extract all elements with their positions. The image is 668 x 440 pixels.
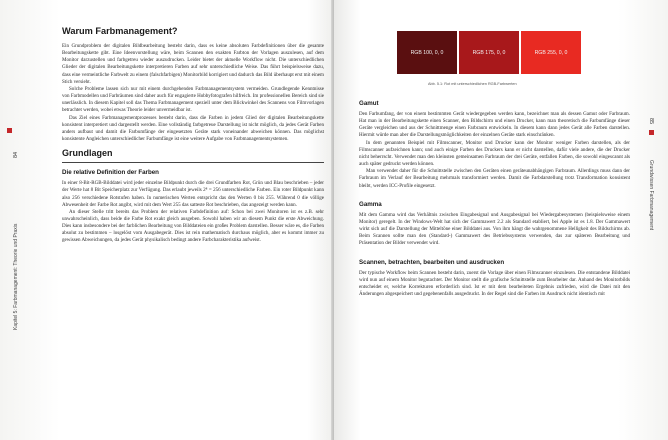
- paragraph: Man verwendet daher für die Schnittstelle zwischen den Geräten einen geräteunabhängigen Farbraum. Allerdings muss dann der Farbraum im Verlauf der Bearbeitung mehrmals transformiert werden. Damit die Farbdarstellung trotz Transformation konsistent bleibt, werden ICC-Profile eingesetzt.: [359, 168, 630, 189]
- right-column: [359, 100, 630, 298]
- subsection-title: Scannen, betrachten, bearbeiten und ausdrucken: [359, 258, 505, 266]
- paragraph: In einer 8-Bit-RGB-Bilddatei wird jeder einzelne Bildpunkt durch die drei Grundfarben Rot, Grün und Blau beschrieben – jeder der Werte hat 8 Bit Speicherplatz zur Verfügung. Das erlaubt jeweils 2⁸ = 256 unterschiedliche Farben. Ein roter Bildpunkt kann also 256 verschiedene Rotstufen haben. In numerischen Werten entspricht das den Werten 0 bis 255. Während 0 die völlige Abwesenheit der Farbe Rot angibt, wird mit dem Wert 255 das satteste Rot beschrieben, das angezeigt werden kann.: [62, 180, 324, 208]
- section-title: Grundlagen: [62, 148, 113, 159]
- chapter-marker: [7, 128, 12, 133]
- running-head: Grundwissen Farbmanagement: [648, 160, 654, 231]
- subsection-title: Gamma: [359, 200, 382, 208]
- subsection-title: Gamut: [359, 100, 379, 107]
- left-column: [62, 26, 324, 245]
- page-number: 85: [648, 118, 654, 125]
- swatch-rgb-175: RGB 175, 0, 0: [459, 31, 519, 74]
- paragraph: An dieser Stelle tritt bereits das Problem der relativen Farbdefinition auf: Schon bei zwei Monitoren ist es z.B. sehr unwahrscheinlich, dass beide die Farbe Rot exakt gleich ausgeben. Sowohl haben wir an diesem Punkt die erste Abweichung. Dies kann insbesondere bei der farblichen Bearbeitung von Bilddateien ein großes Problem darstellen. Besser wäre es, die Farben absolut zu bestimmen – losgelöst vom Ausgabegerät. Dies ist rein mathematisch durchaus möglich, aber es kommt immer zu gewissen Abweichungen, da jedes Gerät physikalisch bedingt andere Farbcharakteristika aufweist.: [62, 208, 324, 244]
- chapter-marker: [649, 130, 654, 135]
- running-head: Kapitel 5: Farbmanagement: Theorie und Praxis: [13, 223, 19, 330]
- swatch-rgb-255: RGB 255, 0, 0: [521, 31, 581, 74]
- figure-caption: Abb. 5.1: Rot mit unterschiedlichen RGB-Farbwerten: [428, 82, 517, 86]
- section-title: Warum Farbmanagement?: [62, 26, 178, 36]
- swatch-rgb-100: RGB 100, 0, 0: [397, 31, 457, 74]
- paragraph: Solche Probleme lassen sich nur mit einem durchgehenden Farbmanagementsystem vermeiden. Grundlegende Kenntnisse von Farbmodellen und Farbräumen sind daher auch für engagierte Hobbyfotografen hilfreich. Im professionellen Bereich sind sie unerlässlich. In diesem Kapitel soll das Thema Farbmanagement speziell unter dem Blickwinkel des Scannens von Filmvorlagen betrachtet werden, wobei etwas Theorie leider unvermeidbar ist.: [62, 85, 324, 114]
- section-rule: [62, 162, 324, 163]
- paragraph: Der typische Workflow beim Scannen besteht darin, zuerst die Vorlage über einen Filmscanner einzulesen. Die entstandene Bilddatei wird nun auf einem Monitor begutachtet. Der Monitor stellt die grafische Schnittstelle zum Bearbeiter dar. Anhand des Monitorbilds entscheidet er, welche Korrekturen erforderlich sind. Ist er mit dem bearbeiteten Ergebnis zufrieden, wird die Datei mit den Änderungen abgespeichert und gegebenenfalls ausgedruckt. In der Regel sind die Farben im Ausdruck nicht identisch mit: [359, 269, 630, 297]
- paragraph: Den Farbumfang, der von einem bestimmten Gerät wiedergegeben werden kann, bezeichnet man als dessen Gamut oder Farbraum. Hat man in der Bearbeitungskette einen Scanner, den Bildschirm und einen Drucker, kann man theoretisch die Farbumfänge dieser Geräte vergleichen und aus der Schnittmenge einen Farbraum entwickeln. In diesem kann dann jedes Gerät alle Farben darstellen. Hiermit würde man aber die Darstellungsmöglichkeiten der einzelnen Geräte stark einschränken.: [359, 111, 630, 139]
- page-number: 84: [13, 151, 19, 158]
- paragraph: Mit dem Gamma wird das Verhältnis zwischen Eingabesignal und Ausgabesignal bei Wiedergabesystemen (beispielsweise einem Monitor) geregelt. In der Windows-Welt hat sich der Gammawert 2.2 als Standard etabliert, bei Apple ist es 1.8. Der Gammawert wirkt sich auf die Darstellung der Mitteltöne einer Bilddatei aus. Von ihm hängt die wahrgenommene Helligkeit des Bildschirms ab. Beim Scannen sollte man den (Standard-) Gammawert des Betriebssystems verwenden, das zur späteren Bearbeitung und Präsentation der Bilder verwendet wird.: [359, 211, 630, 247]
- paragraph: Ein Grundproblem der digitalen Bildbearbeitung besteht darin, dass es keine absoluten Farbdefinitionen über die gesamte Bearbeitungskette gibt. Eine Ideenvorstellung wäre, beim Scannen den exakten Farbton der Vorlagen auszulesen, auf dem Monitor darzustellen und farbgetreu wieder auszudrucken. Leider bietet der aktuelle Workflow nicht. Die unterschiedlichen Glieder der digitalen Bearbeitungskette interpretieren Farben auf sehr unterschiedliche Weise. Das führt beispielsweise dazu, dass eine vermeintliche Farbwelt zu einem (falschfarbigen) Monitorbild korrigiert und dadurch das Bild überhaupt erst mit einem Stich versieht.: [62, 43, 324, 85]
- right-page: [334, 0, 668, 440]
- rgb-swatch-figure: [397, 31, 581, 74]
- paragraph: Das Ziel eines Farbmanagementprozesses besteht darin, dass die Farben in jedem Glied der digitalen Bearbeitungskette konsistent interpretiert und dargestellt werden. Eine vollständig farbgetreue Darstellung ist nicht möglich, da jedes Gerät Farben anders aufbaut und damit die Farbumfänge der eingesetzten Geräte stark voneinander abweichen können. Das möglichst konsistente Angleichen unterschiedlicher Farbumfänge ist eine weitere Aufgabe von Farbmanagementsystemen.: [62, 114, 324, 143]
- subsection-title: Die relative Definition der Farben: [62, 169, 159, 177]
- paragraph: In dem genannten Beispiel mit Filmscanner, Monitor und Drucker kann der Monitor weniger Farben darstellen, als der Filmscanner aufzeichnen kann; und auch einige Farben des Druckers kann er nicht darstellen, dafür viele andere, die der Drucker nicht beherrscht. Verwendet man den kleinsten gemeinsamen Farbraum der drei Geräte, entfallen Farben, die sowohl eingescannt als auch später gedruckt werden können.: [359, 139, 630, 168]
